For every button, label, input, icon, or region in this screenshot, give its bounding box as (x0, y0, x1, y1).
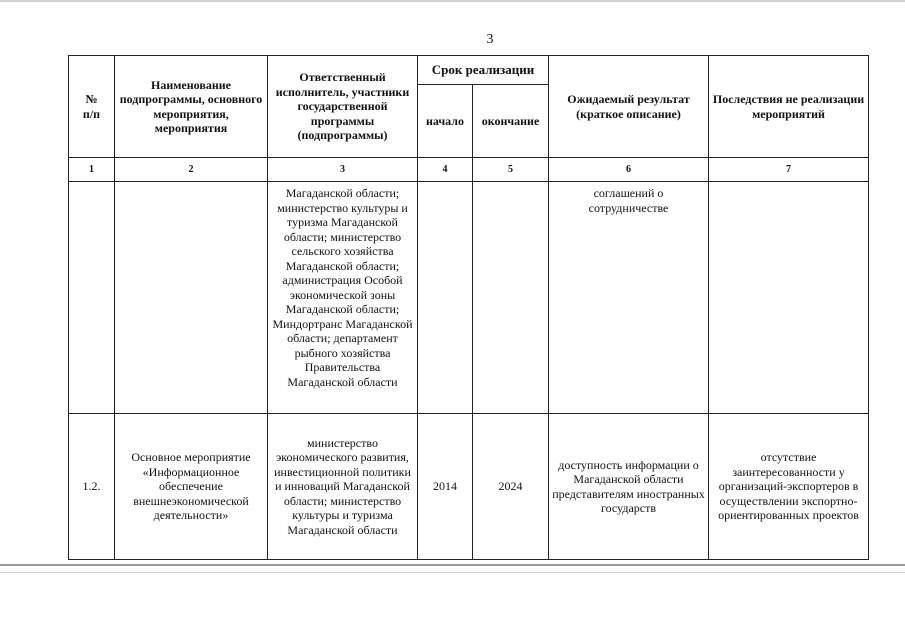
row-result: доступность информации о Магаданской области представителям иностранных государств (549, 414, 709, 560)
row-number: 1.2. (69, 414, 115, 560)
row-start (418, 182, 473, 414)
column-number: 5 (473, 158, 549, 182)
row-executor: министерство экономического развития, инвестиционной политики и инноваций Магаданской области; министерство культуры и туризма Магаданской области (268, 414, 418, 560)
header-number-text: № п/п (82, 92, 101, 121)
header-consequences: Последствия не реализации мероприятий (709, 56, 869, 158)
column-number: 3 (268, 158, 418, 182)
header-period: Срок реализации (418, 56, 549, 85)
page-number: 3 (486, 32, 494, 47)
row-name (115, 182, 268, 414)
header-name: Наименование подпрограммы, основного мероприятия, мероприятия (115, 56, 268, 158)
column-number-row (69, 158, 869, 182)
row-end (473, 182, 549, 414)
row-number (69, 182, 115, 414)
table-header-row (69, 56, 869, 85)
row-end: 2024 (473, 414, 549, 560)
scan-artifact-line (0, 572, 905, 573)
column-number: 2 (115, 158, 268, 182)
table-row (69, 414, 869, 560)
column-number: 6 (549, 158, 709, 182)
page-bottom-edge (0, 564, 905, 566)
header-result: Ожидаемый результат (краткое описание) (549, 56, 709, 158)
table-row (69, 182, 869, 414)
program-table (68, 55, 869, 560)
row-consequences: отсутствие заинтересованности у организаций-экспортеров в осуществлении экспортно-ориентированных проектов (709, 414, 869, 560)
header-start: начало (418, 85, 473, 158)
row-executor: Магаданской области; министерство культуры и туризма Магаданской области; министерство сельского хозяйства Магаданской области; администрация Особой экономической зоны Магаданской области; Миндортранс Магаданской области; департамент рыбного хозяйства Правительства Магаданской области (268, 182, 418, 414)
header-number (69, 56, 115, 158)
row-consequences (709, 182, 869, 414)
page-top-edge (0, 0, 905, 2)
header-end: окончание (473, 85, 549, 158)
row-result: соглашений о сотрудничестве (549, 182, 709, 414)
row-start: 2014 (418, 414, 473, 560)
column-number: 4 (418, 158, 473, 182)
row-name: Основное мероприятие «Информационное обеспечение внешнеэкономической деятельности» (115, 414, 268, 560)
column-number: 1 (69, 158, 115, 182)
header-executor: Ответственный исполнитель, участники государственной программы (подпрограммы) (268, 56, 418, 158)
column-number: 7 (709, 158, 869, 182)
